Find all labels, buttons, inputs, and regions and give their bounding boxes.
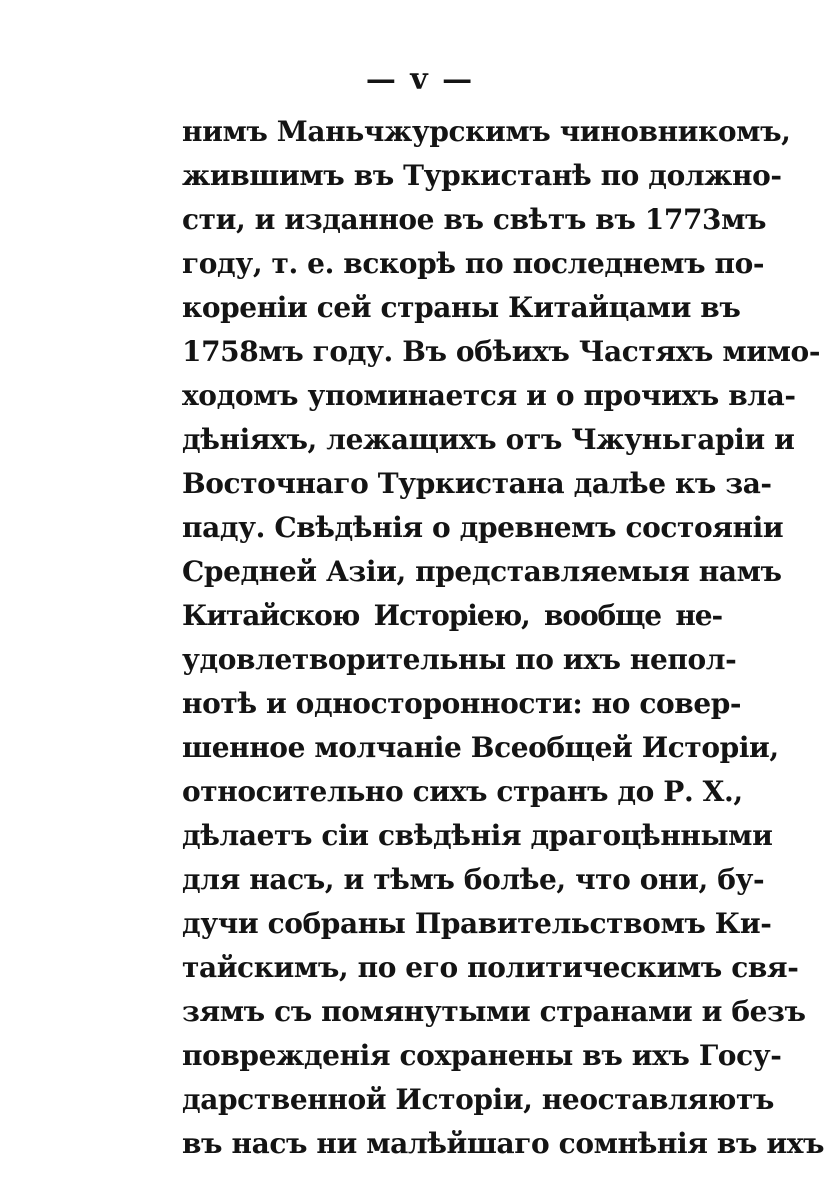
text-line: дѣніяхъ, лежащихъ отъ Чжуньгаріи и bbox=[182, 423, 795, 456]
text-line: сти, и изданное въ свѣтъ въ 1773мъ bbox=[182, 203, 767, 236]
text-line: Средней Азіи, представляемыя намъ bbox=[182, 555, 782, 588]
text-line: дучи собраны Правительствомъ Ки- bbox=[182, 907, 772, 940]
text-line: въ насъ ни малѣйшаго сомнѣнія въ ихъ bbox=[182, 1127, 825, 1160]
page-number: — v — bbox=[365, 62, 475, 97]
text-line: шенное молчаніе Всеобщей Исторіи, bbox=[182, 731, 779, 764]
text-line: нимъ Маньчжурскимъ чиновникомъ, bbox=[182, 115, 791, 148]
text-line: поврежденія сохранены въ ихъ Госу- bbox=[182, 1039, 782, 1072]
text-line: дѣлаетъ сіи свѣдѣнія драгоцѣнными bbox=[182, 819, 773, 852]
text-line: паду. Свѣдѣнія о древнемъ состояніи bbox=[182, 511, 784, 544]
text-line: 1758мъ году. Въ обѣихъ Частяхъ мимо- bbox=[182, 335, 821, 368]
text-line: тайскимъ, по его политическимъ свя- bbox=[182, 951, 799, 984]
text-line: Восточнаго Туркистана далѣе къ за- bbox=[182, 467, 772, 500]
text-line: дарственной Исторіи, неоставляютъ bbox=[182, 1083, 774, 1116]
text-line: для насъ, и тѣмъ болѣе, что они, бу- bbox=[182, 863, 765, 896]
text-line: зямъ съ помянутыми странами и безъ bbox=[182, 995, 806, 1028]
text-line: нотѣ и односторонности: но совер- bbox=[182, 687, 742, 720]
body-text bbox=[182, 110, 825, 1166]
text-line: кореніи сей страны Китайцами въ bbox=[182, 291, 741, 324]
text-line: ходомъ упоминается и о прочихъ вла- bbox=[182, 379, 796, 412]
text-line: Китайскою Исторіею, вообще не- bbox=[182, 599, 722, 632]
text-line: относительно сихъ странъ до Р. Х., bbox=[182, 775, 743, 808]
text-line: удовлетворительны по ихъ непол- bbox=[182, 643, 737, 676]
text-line: году, т. е. вскорѣ по последнемъ по- bbox=[182, 247, 765, 280]
text-line: жившимъ въ Туркистанѣ по должно- bbox=[182, 159, 782, 192]
